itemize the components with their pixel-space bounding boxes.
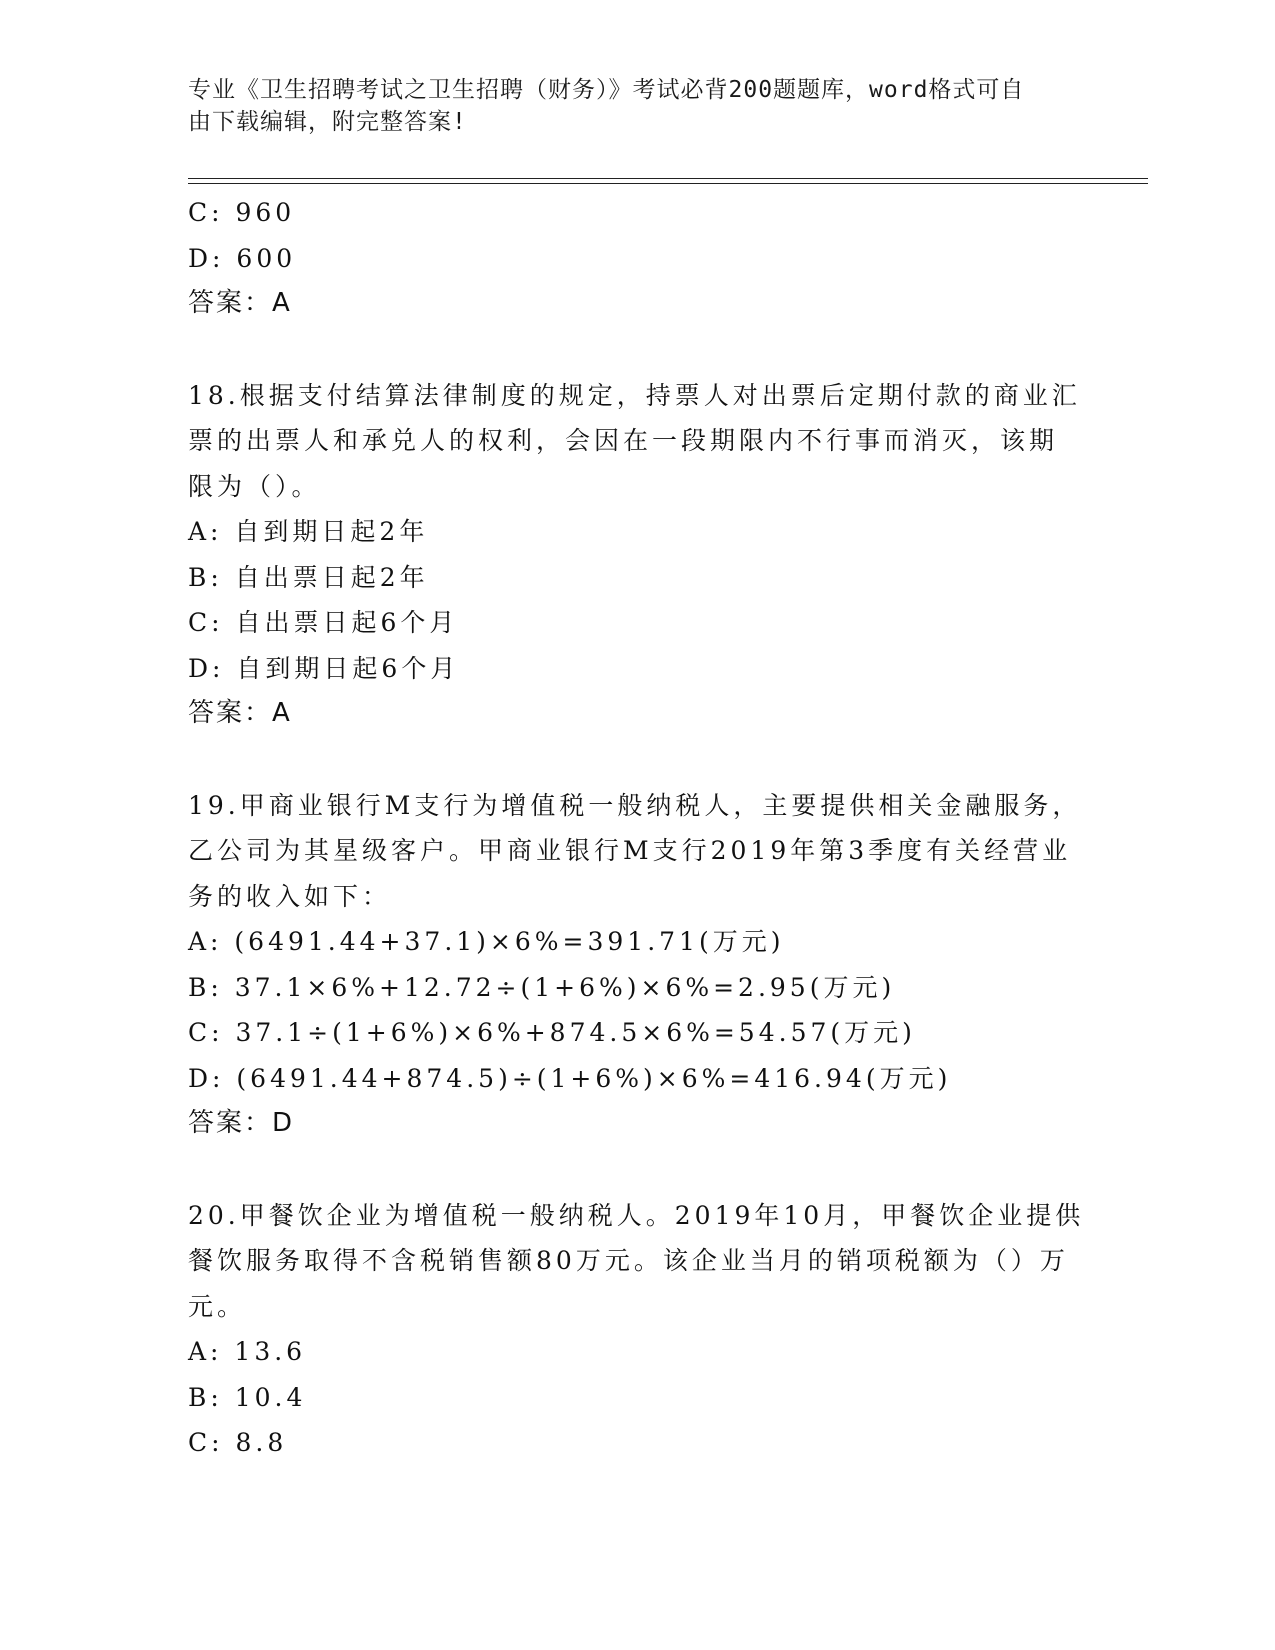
option-d: D: 600	[188, 243, 297, 273]
option-a: A: 自到期日起2年	[188, 517, 429, 546]
option-c: C: 960	[188, 198, 296, 227]
question-stem-line: 18.根据支付结算法律制度的规定，持票人对出票后定期付款的商业汇	[188, 380, 1081, 410]
question-content	[188, 190, 1088, 1466]
option-c: C: 8.8	[188, 1428, 288, 1457]
question-19	[188, 783, 1088, 1147]
option-d: D: (6491.44+874.5)÷(1+6%)×6%=416.94(万元)	[188, 1063, 952, 1093]
document-header	[188, 74, 1088, 138]
question-stem-line: 务的收入如下：	[188, 881, 392, 911]
option-b: B: 37.1×6%+12.72÷(1+6%)×6%=2.95(万元)	[188, 972, 896, 1002]
spacer	[188, 737, 1088, 783]
question-20	[188, 1193, 1088, 1466]
spacer	[188, 327, 1088, 373]
question-stem-line: 19.甲商业银行M支行为增值税一般纳税人，主要提供相关金融服务，	[188, 790, 1082, 820]
question-stem-line: 票的出票人和承兑人的权利，会因在一段期限内不行事而消灭，该期	[188, 426, 1059, 455]
header-divider-top	[188, 178, 1148, 179]
option-a: A: 13.6	[188, 1337, 307, 1366]
question-18	[188, 373, 1088, 737]
question-stem-line: 20.甲餐饮企业为增值税一般纳税人。2019年10月，甲餐饮企业提供	[188, 1200, 1085, 1230]
spacer	[188, 1147, 1088, 1193]
option-c: C: 37.1÷(1+6%)×6%+874.5×6%=54.57(万元)	[188, 1018, 916, 1047]
header-divider-bottom	[188, 183, 1148, 184]
option-b: B: 自出票日起2年	[188, 562, 429, 592]
option-c: C: 自出票日起6个月	[188, 608, 459, 637]
question-stem-line: 限为（）。	[188, 471, 321, 501]
question-stem-line: 元。	[188, 1291, 247, 1321]
header-title-line-2: 由下载编辑，附完整答案!	[188, 109, 467, 135]
answer-line: 答案：D	[188, 1108, 295, 1138]
question-stem-line: 餐饮服务取得不含税销售额80万元。该企业当月的销项税额为（）万	[188, 1246, 1069, 1275]
question-stem-line: 乙公司为其星级客户。甲商业银行M支行2019年第3季度有关经营业	[188, 836, 1072, 865]
answer-line: 答案：A	[188, 698, 292, 728]
option-d: D: 自到期日起6个月	[188, 653, 460, 683]
header-title-line-1: 专业《卫生招聘考试之卫生招聘（财务）》考试必背200题题库，word格式可自	[188, 77, 1025, 103]
option-b: B: 10.4	[188, 1382, 307, 1412]
question-17-tail	[188, 190, 1088, 327]
answer-line: 答案：A	[188, 288, 292, 318]
option-a: A: (6491.44+37.1)×6%=391.71(万元)	[188, 927, 785, 956]
